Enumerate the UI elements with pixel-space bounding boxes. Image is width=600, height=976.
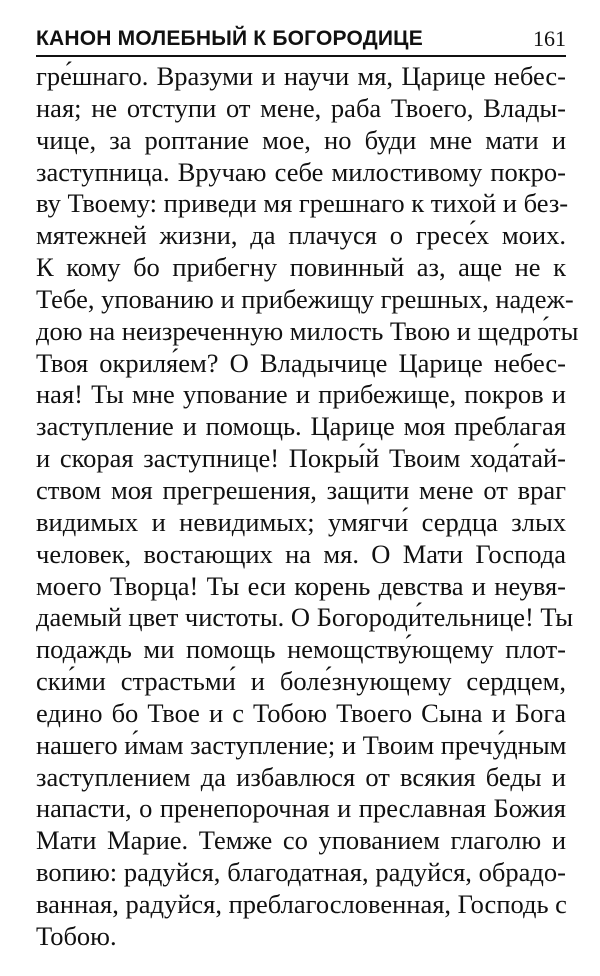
text-line: даемый цвет чистоты. О Богороди́тельнице! Ты [36, 602, 574, 633]
text-line: мятежней жизни, да плачуся о гресе́х моих. [36, 220, 566, 251]
text-line: ством моя прегрешения, защити мене от враг [36, 474, 566, 505]
text-line: вопию: радуйся, благодатная, радуйся, обрадо- [36, 857, 566, 888]
text-line: гре́шнаго. Вразуми и научи мя, Царице небес- [36, 61, 566, 91]
running-head [36, 26, 566, 52]
text-line: нашего и́мам заступление; и Твоим пречу́дным [36, 729, 567, 760]
text-line: заступница. Вручаю себе милостивому покро- [36, 156, 566, 187]
page-number: 161 [533, 26, 566, 51]
text-line: заступление и помощь. Царице моя преблагая [36, 411, 566, 442]
text-line: едино бо Твое и с Тобою Твоего Сына и Бога [36, 697, 566, 728]
text-line: Твоя окриля́ем? О Владычице Царице небес- [36, 347, 566, 378]
text-line: человек, востающих на мя. О Мати Господа [36, 538, 566, 569]
text-line: ная! Ты мне упование и прибежище, покров и [36, 379, 566, 410]
text-line: дою на неизреченную милость Твою и щедро́ты [36, 315, 579, 346]
running-title: КАНОН МОЛЕБНЫЙ К БОГОРОДИЦЕ [36, 27, 423, 50]
text-line: чице, за роптание мое, но буди мне мати и [36, 124, 566, 155]
text-line: ванная, радуйся, преблагословенная, Господь с [36, 888, 567, 919]
text-line: подаждь ми помощь немощству́ющему плот- [36, 634, 566, 665]
text-line: Тебе, упованию и прибежищу грешных, надеж- [36, 283, 574, 314]
text-line: ски́ми страстьми́ и боле́знующему сердцем, [36, 666, 566, 697]
text-line: видимых и невидимых; умягчи́ сердца злых [36, 506, 566, 537]
text-line: заступлением да избавлюся от всякия беды и [36, 761, 566, 792]
header-rule [36, 55, 566, 57]
body-text [36, 61, 579, 953]
text-line: К кому бо прибегну повинный аз, аще не к [36, 252, 566, 283]
text-line: Мати Марие. Темже со упованием глаголю и [36, 825, 566, 856]
text-line: напасти, о пренепорочная и преславная Божия [36, 793, 566, 824]
text-line: ная; не отступи от мене, раба Твоего, Влады- [36, 92, 566, 123]
text-line: моего Творца! Ты еси корень девства и неувя- [36, 570, 566, 601]
text-line: и скорая заступнице! Покры́й Твоим хода́тай- [36, 443, 566, 474]
text-line: Тобою. [36, 920, 117, 951]
text-line: ву Твоему: приведи мя грешнаго к тихой и без- [36, 188, 569, 219]
